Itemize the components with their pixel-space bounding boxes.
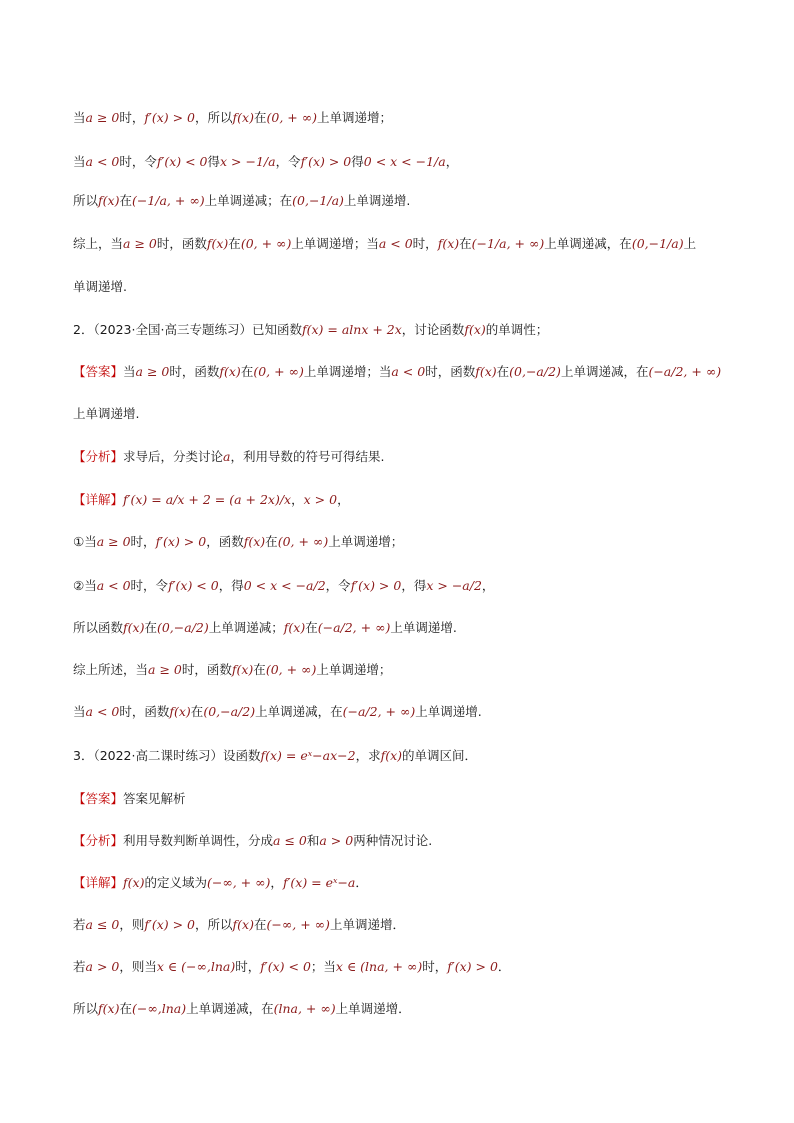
math-expression: f′(x) = eˣ−a <box>282 875 356 890</box>
text-run: 在 <box>305 620 318 635</box>
text-line-l6 <box>73 320 754 340</box>
text-run: ， <box>270 875 283 890</box>
math-expression: f′(x) > 0 <box>447 959 498 974</box>
text-line-l20 <box>73 915 754 935</box>
math-expression: a < 0 <box>391 364 426 379</box>
math-expression: f′(x) < 0 <box>168 578 219 593</box>
text-run: 所以函数 <box>73 620 124 635</box>
math-expression: (−∞,lna) <box>131 1001 187 1016</box>
math-expression: f′(x) > 0 <box>350 578 402 593</box>
text-run: 当 <box>73 110 86 125</box>
math-expression: f(x) <box>380 748 403 763</box>
math-expression: f(x) <box>206 236 229 251</box>
math-expression: x > 0 <box>303 492 338 507</box>
text-run: 上单调递减，在 <box>560 364 649 379</box>
text-run: ，令 <box>325 578 351 593</box>
text-run: 时， <box>235 959 261 974</box>
math-expression: a ≥ 0 <box>123 236 157 251</box>
text-run: 求导后，分类讨论 <box>123 449 224 464</box>
math-expression: a < 0 <box>378 236 413 251</box>
text-run: 时，令 <box>130 578 169 593</box>
text-run: ， <box>481 578 495 593</box>
text-line-l18 <box>73 831 754 851</box>
text-line-l4 <box>73 234 754 254</box>
text-run: 时，函数 <box>156 236 207 251</box>
math-expression: f(x) <box>437 236 460 251</box>
text-run: 当 <box>123 364 136 379</box>
math-expression: x ∈ (lna, + ∞) <box>335 959 423 974</box>
math-expression: f(x) <box>219 364 241 379</box>
text-run: 在 <box>253 110 267 125</box>
text-run: 在 <box>459 236 472 251</box>
math-expression: x ∈ (−∞,lna) <box>156 959 236 974</box>
math-expression: f(x) <box>98 193 120 208</box>
math-expression: 0 < x < −a/2 <box>243 578 326 593</box>
text-run: ；当 <box>310 959 336 974</box>
math-expression: (−∞, + ∞) <box>206 875 271 890</box>
math-expression: (−1/a, + ∞) <box>131 193 205 208</box>
text-run: ，则当 <box>119 959 157 974</box>
math-expression: a ≥ 0 <box>148 662 182 677</box>
math-expression: a ≤ 0 <box>85 917 120 932</box>
math-expression: f(x) <box>475 364 497 379</box>
text-run: 两种情况讨论. <box>353 833 433 848</box>
text-line-l21 <box>73 957 754 977</box>
text-run: 时， <box>130 534 156 549</box>
math-expression: f(x) <box>231 662 254 677</box>
math-expression: (0,−a/2) <box>509 364 561 379</box>
math-expression: 0 < x < −1/a <box>363 154 446 169</box>
math-expression: f(x) <box>98 1001 120 1016</box>
math-expression: f(x) = eˣ−ax−2 <box>260 748 356 763</box>
text-run: 上单调递增. <box>415 704 482 719</box>
math-expression: (−∞, + ∞) <box>266 917 330 932</box>
text-run: 上单调递增； <box>317 110 393 125</box>
math-expression: f(x) <box>232 917 254 932</box>
text-run: 2．（2023·全国·高三专题练习）已知函数 <box>73 322 302 337</box>
math-expression: x > −a/2 <box>426 578 482 593</box>
text-run: 综上所述，当 <box>73 662 149 677</box>
text-run: 若 <box>73 959 86 974</box>
text-run: 和 <box>306 833 320 848</box>
text-run: 时，函数 <box>181 662 232 677</box>
text-run: ， <box>337 492 350 507</box>
text-line-l2 <box>73 152 754 172</box>
math-expression: f(x) <box>283 620 306 635</box>
math-expression: (0,−1/a) <box>292 193 344 208</box>
math-expression: a <box>223 449 231 464</box>
math-expression: f(x) <box>123 875 145 890</box>
text-run: 的单调性； <box>485 322 549 337</box>
text-run: 时， <box>412 236 438 251</box>
text-run: 上单调递增. <box>73 406 140 421</box>
math-expression: a < 0 <box>85 154 120 169</box>
text-run: 在 <box>119 193 132 208</box>
text-run: 若 <box>73 917 86 932</box>
text-run: 在 <box>265 534 278 549</box>
math-expression: (−a/2, + ∞) <box>648 364 722 379</box>
text-run: ，得 <box>218 578 244 593</box>
text-run: 上单调递增. <box>343 193 411 208</box>
text-run: ，得 <box>401 578 427 593</box>
text-run: ． <box>497 959 511 974</box>
text-run: 当 <box>73 704 86 719</box>
text-run: 在 <box>253 917 267 932</box>
math-expression: f′(x) < 0 <box>156 154 208 169</box>
text-run: 在 <box>144 620 157 635</box>
math-expression: f′(x) > 0 <box>155 534 207 549</box>
math-expression: (−1/a, + ∞) <box>471 236 545 251</box>
math-expression: a ≤ 0 <box>273 833 307 848</box>
text-run: 得 <box>207 154 221 169</box>
text-run: ， <box>445 154 459 169</box>
text-run: 上单调递增. <box>390 620 457 635</box>
text-run: 综上，当 <box>73 236 124 251</box>
text-run: 得 <box>351 154 364 169</box>
text-line-l10 <box>73 490 754 510</box>
math-expression: f′(x) > 0 <box>300 154 352 169</box>
math-expression: (−a/2, + ∞) <box>342 704 416 719</box>
math-expression: f(x) <box>232 110 254 125</box>
text-run: 在 <box>190 704 204 719</box>
math-expression: (0, + ∞) <box>253 364 304 379</box>
math-expression: (−a/2, + ∞) <box>317 620 391 635</box>
text-run: ， <box>291 492 304 507</box>
text-run: ，利用导数的符号可得结果. <box>230 449 385 464</box>
text-run: 在 <box>228 236 241 251</box>
text-run: 时， <box>119 110 145 125</box>
text-run: ，讨论函数 <box>401 322 465 337</box>
text-line-l14 <box>73 660 754 680</box>
math-expression: (0,−1/a) <box>631 236 684 251</box>
math-expression: (0, + ∞) <box>240 236 292 251</box>
text-run: 上单调递增； <box>316 662 392 677</box>
text-line-l7 <box>73 362 754 382</box>
section-tag: 【详解】 <box>73 492 124 507</box>
text-run: 时，函数 <box>169 364 220 379</box>
section-tag: 【详解】 <box>73 875 124 890</box>
text-run: 当 <box>73 154 86 169</box>
text-run: ，所以 <box>195 917 233 932</box>
text-line-l1 <box>73 108 754 128</box>
text-run: 上单调递增． <box>335 1001 411 1016</box>
section-tag: 【答案】 <box>73 791 124 806</box>
math-expression: a ≥ 0 <box>135 364 170 379</box>
text-run: 上单调递增． <box>329 917 405 932</box>
text-line-l8 <box>73 404 754 424</box>
math-expression: f′(x) > 0 <box>144 917 196 932</box>
text-line-l16 <box>73 746 754 766</box>
text-run: 上单调递减，在 <box>186 1001 274 1016</box>
math-expression: (0, + ∞) <box>266 110 317 125</box>
math-expression: x > −1/a <box>220 154 276 169</box>
text-run: 上单调递增； <box>328 534 404 549</box>
text-run: 上单调递增；当 <box>303 364 392 379</box>
text-line-l19 <box>73 873 754 893</box>
text-line-l22 <box>73 999 754 1019</box>
text-run: 所以 <box>73 193 99 208</box>
text-run: 上 <box>683 236 697 251</box>
math-expression: f(x) <box>243 534 266 549</box>
text-run: ． <box>355 875 368 890</box>
text-line-l13 <box>73 618 754 638</box>
text-run: 在 <box>496 364 510 379</box>
math-expression: f(x) = alnx + 2x <box>301 322 402 337</box>
text-run: 的单调区间． <box>402 748 478 763</box>
math-expression: f′(x) < 0 <box>260 959 311 974</box>
text-line-l17 <box>73 789 754 809</box>
text-run: 在 <box>119 1001 132 1016</box>
math-expression: (0,−a/2) <box>156 620 209 635</box>
text-run: 上单调递减，在 <box>255 704 343 719</box>
text-line-l3 <box>73 191 754 211</box>
math-expression: (0, + ∞) <box>277 534 329 549</box>
math-expression: f′(x) > 0 <box>144 110 196 125</box>
text-run: ，则 <box>119 917 145 932</box>
text-run: 利用导数判断单调性，分成 <box>123 833 274 848</box>
math-expression: f(x) <box>464 322 486 337</box>
section-tag: 【分析】 <box>73 833 124 848</box>
text-line-l15 <box>73 702 754 722</box>
math-expression: (0,−a/2) <box>203 704 256 719</box>
text-run: ②当 <box>73 578 97 593</box>
text-run: 3．（2022·高二课时练习）设函数 <box>73 748 261 763</box>
text-run: ，令 <box>275 154 301 169</box>
text-run: 上单调递减；在 <box>204 193 293 208</box>
text-run: ，函数 <box>206 534 244 549</box>
text-run: 所以 <box>73 1001 99 1016</box>
text-line-l5 <box>73 277 754 297</box>
math-expression: a < 0 <box>85 704 120 719</box>
text-run: 单调递增. <box>73 279 127 294</box>
math-expression: f(x) <box>123 620 145 635</box>
text-run: 时，函数 <box>425 364 476 379</box>
text-line-l9 <box>73 447 754 467</box>
text-run: ，所以 <box>195 110 233 125</box>
text-run: 上单调递增；当 <box>291 236 379 251</box>
text-line-l11 <box>73 532 754 552</box>
text-run: ①当 <box>73 534 97 549</box>
math-expression: a > 0 <box>85 959 120 974</box>
text-run: 在 <box>253 662 266 677</box>
math-expression: (lna, + ∞) <box>273 1001 336 1016</box>
text-run: 上单调递减； <box>208 620 284 635</box>
math-expression: a > 0 <box>319 833 354 848</box>
math-expression: f′(x) = a/x + 2 = (a + 2x)/x <box>123 492 292 507</box>
text-run: 的定义域为 <box>144 875 207 890</box>
math-expression: f(x) <box>169 704 191 719</box>
section-tag: 【分析】 <box>73 449 124 464</box>
text-run: 上单调递减，在 <box>544 236 632 251</box>
text-run: 时，函数 <box>119 704 170 719</box>
text-run: 时，令 <box>119 154 157 169</box>
math-expression: a < 0 <box>96 578 131 593</box>
math-expression: a ≥ 0 <box>85 110 120 125</box>
math-expression: (0, + ∞) <box>265 662 317 677</box>
section-tag: 【答案】 <box>73 364 124 379</box>
text-line-l12 <box>73 576 754 596</box>
text-run: 答案见解析 <box>123 791 186 806</box>
math-expression: a ≥ 0 <box>96 534 131 549</box>
text-run: 时， <box>422 959 448 974</box>
text-run: ，求 <box>355 748 381 763</box>
text-run: 在 <box>240 364 254 379</box>
